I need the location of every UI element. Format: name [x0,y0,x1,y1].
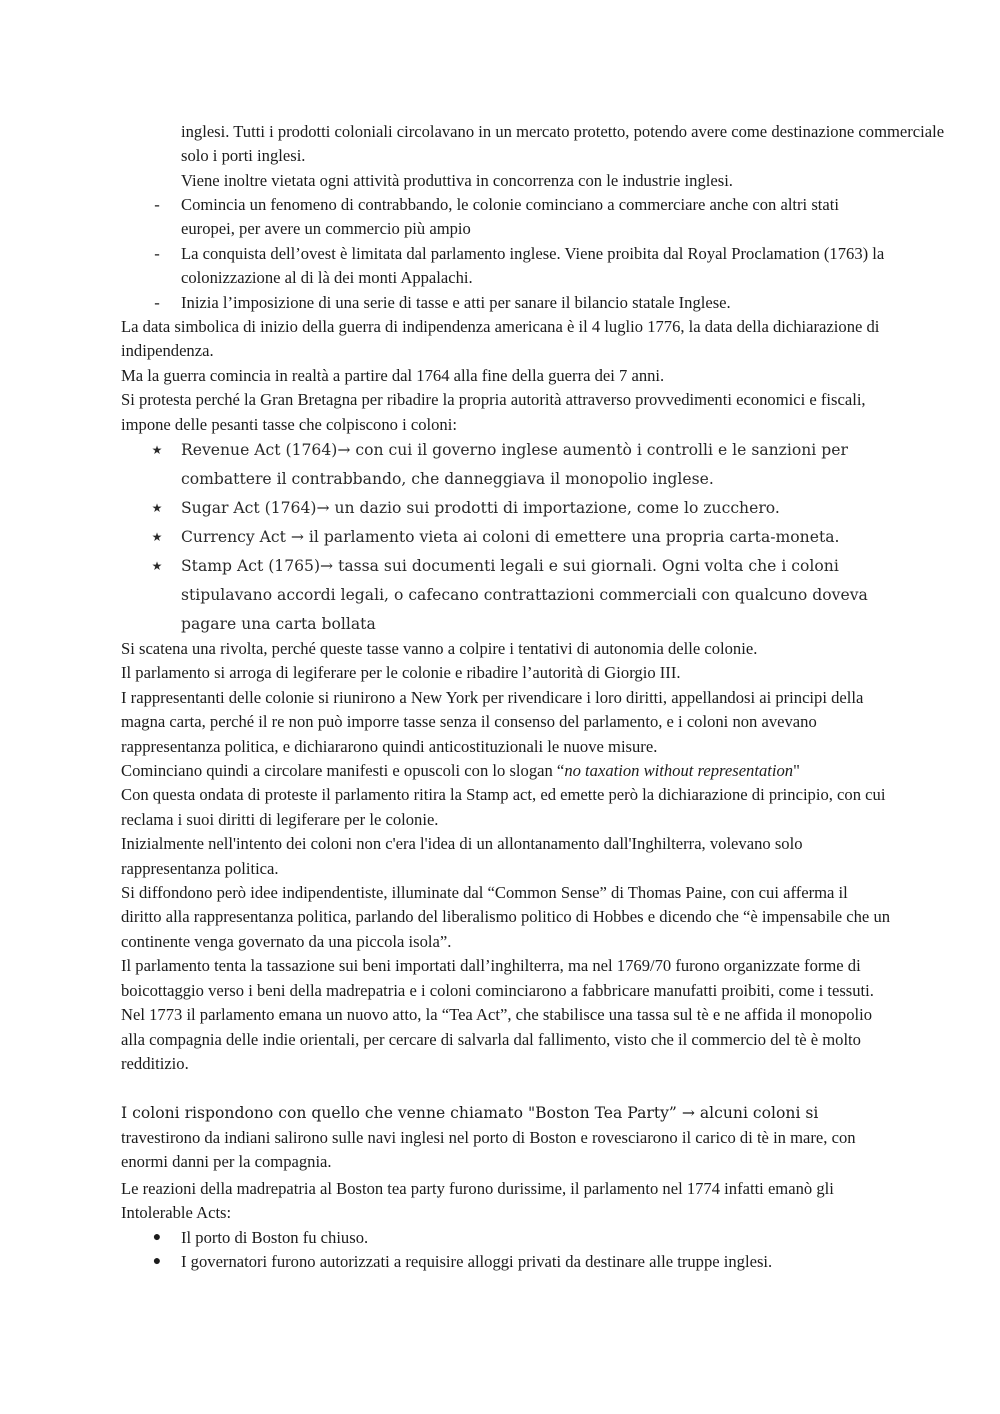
list-item-text: Stamp Act (1765)→ tassa sui documenti legali e sui giornali. Ogni volta che i coloni stipulavano accordi legali, o cafecano contrattazioni commerciali con qualcuno doveva pagare una carta bollata [181,557,868,633]
list-item [121,193,891,242]
boston-paragraph [121,1100,891,1175]
list-item [121,1226,891,1250]
reactions-paragraph [121,1177,891,1226]
paragraph: Il parlamento tenta la tassazione sui beni importati dall’inghilterra, ma nel 1769/70 furono organizzate forme di boicottaggio verso i beni della madrepatria e i coloni cominciarono a fabbricare manufatti proibiti, come i tessuti. [121,956,874,1000]
list-item [121,523,891,552]
star-marker: ★ [151,559,163,573]
dash-list [121,193,891,315]
slogan-after: " [793,761,800,781]
paragraph: Si diffondono però idee indipendentiste, illuminate dal “Common Sense” di Thomas Paine, con cui afferma il diritto alla rappresentanza politica, parlando del liberalismo politico di Hobbes e dicendo che “è impensabile che un continente venga governato da una piccola isola”. [121,883,891,951]
paragraph: Si protesta perché la Gran Bretagna per ribadire la propria autorità attraverso provvedimenti economici e fiscali, impone delle pesanti tasse che colpiscono i coloni: [121,390,866,434]
paragraph: I rappresentanti delle colonie si riunirono a New York per rivendicare i loro diritti, appellandosi ai principi della magna carta, perché il re non può imporre tasse senza il consenso del parlamento, e i coloni non avevano rappresentanza politica, e dichiararono quindi anticostituzionali le nuove misure. [121,687,864,756]
boston-first-line: I coloni rispondono con quello che venne chiamato "Boston Tea Party” → alcuni coloni si [121,1104,819,1122]
slogan-paragraph [121,759,891,783]
intro-paragraphs [121,315,891,437]
boston-rest: travestirono da indiani salirono sulle navi inglesi nel porto di Boston e rovesciarono il carico di tè in mare, con enormi danni per la compagnia. [121,1128,856,1172]
paragraph: Le reazioni della madrepatria al Boston tea party furono durissime, il parlamento nel 1774 infatti emanò gli Intolerable Acts: [121,1179,834,1223]
list-item [121,494,891,523]
bullet-marker: ● [152,1254,162,1270]
list-item-text: Il porto di Boston fu chiuso. [181,1228,369,1247]
list-item-text: Inizia l’imposizione di una serie di tasse e atti per sanare il bilancio statale Inglese. [181,292,731,312]
star-marker: ★ [151,501,163,515]
slogan-before: Cominciano quindi a circolare manifesti e opuscoli con lo slogan “ [121,761,565,781]
dash-marker: - [154,195,160,214]
paragraph: La data simbolica di inizio della guerra di indipendenza americana è il 4 luglio 1776, la data della dichiarazione di indipendenza. [121,317,880,361]
dot-list [121,1226,891,1275]
paragraph: Ma la guerra comincia in realtà a partire dal 1764 alla fine della guerra dei 7 anni. [121,365,665,385]
list-item-text: I governatori furono autorizzati a requisire alloggi privati da destinare alle truppe inglesi. [181,1252,773,1272]
list-item-text: Revenue Act (1764)→ con cui il governo inglese aumentò i controlli e le sanzioni per combattere il contrabbando, che danneggiava il monopolio inglese. [181,441,848,488]
star-marker: ★ [151,530,163,544]
body-paragraphs [121,637,891,1076]
paragraph: Con questa ondata di proteste il parlamento ritira la Stamp act, ed emette però la dichiarazione di principio, con cui reclama i suoi diritti di legiferare per le colonie. [121,785,886,829]
paragraph: Il parlamento si arroga di legiferare per le colonie e ribadire l’autorità di Giorgio III. [121,663,681,683]
slogan-italic: no taxation without representation [564,761,794,781]
list-item [121,436,891,494]
list-item [121,291,891,315]
star-marker: ★ [151,443,163,457]
paragraph: Nel 1773 il parlamento emana un nuovo atto, la “Tea Act”, che stabilisce una tassa sul tè e ne affida il monopolio alla compagnia delle indie orientali, per cercare di salvarla dal fallimento, visto che il commercio del tè è molto redditizio. [121,1005,873,1073]
dash-marker: - [154,292,160,312]
continuation-line: inglesi. Tutti i prodotti coloniali circolavano in un mercato protetto, potendo avere come destinazione commerciale solo i porti inglesi. [181,122,945,166]
list-item-text: La conquista dell’ovest è limitata dal parlamento inglese. Viene proibita dal Royal Proclamation (1763) la colonizzazione al di là dei monti Appalachi. [181,243,885,288]
list-item-text: Sugar Act (1764)→ un dazio sui prodotti di importazione, come lo zucchero. [181,499,780,517]
list-item [121,242,891,291]
list-item-text: Currency Act → il parlamento vieta ai coloni di emettere una propria carta-moneta. [181,528,840,546]
dash-marker: - [154,243,160,263]
paragraph: Si scatena una rivolta, perché queste tasse vanno a colpire i tentativi di autonomia delle colonie. [121,639,758,658]
list-item-text: Comincia un fenomeno di contrabbando, le colonie cominciano a commerciare anche con altri stati europei, per avere un commercio più ampio [181,195,839,239]
bullet-marker: ● [152,1230,162,1245]
paragraph: Inizialmente nell'intento dei coloni non c'era l'idea di un allontanamento dall'Inghilterra, volevano solo rappresentanza politica. [121,834,803,878]
list-item [121,1250,891,1274]
continuation-line: Viene inoltre vietata ogni attività produttiva in concorrenza con le industrie inglesi. [181,170,733,190]
continuation-block [121,120,951,193]
list-item [121,552,891,639]
star-list [121,436,891,639]
